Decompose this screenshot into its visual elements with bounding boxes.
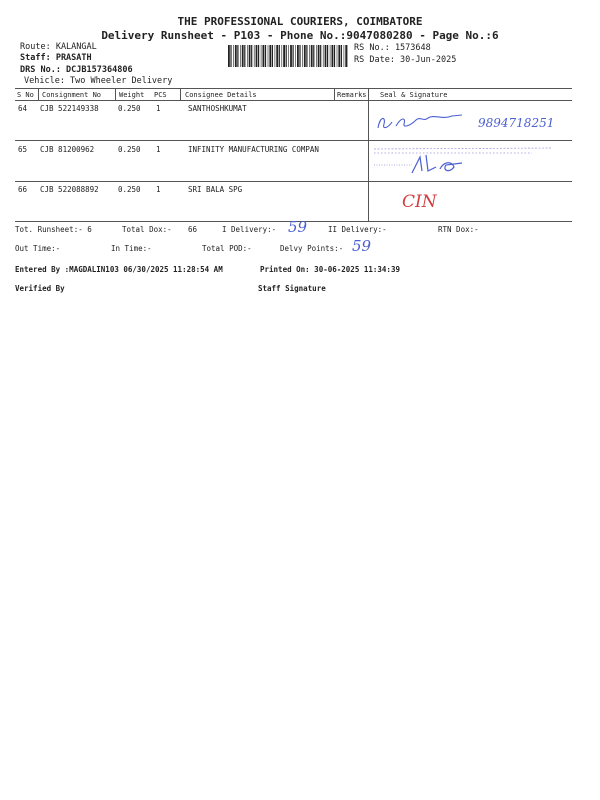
staff-signature: Staff Signature — [258, 284, 326, 293]
col-line-5 — [368, 88, 369, 221]
col-line-2 — [115, 88, 116, 100]
i-delivery-handwritten: 59 — [288, 218, 308, 236]
col-header-consignment: Consignment No — [42, 91, 102, 99]
row-consignment: CJB 81200962 — [40, 145, 95, 154]
company-title: THE PROFESSIONAL COURIERS, COIMBATORE — [177, 15, 423, 28]
table-top-rule — [15, 88, 572, 89]
stamp-signature-row-2 — [372, 143, 572, 179]
row-pcs: 1 — [156, 104, 161, 113]
drs-number: DRS No.: DCJB157364806 — [20, 65, 133, 75]
staff-label: Staff: PRASATH — [20, 53, 92, 63]
i-delivery-label: I Delivery:- — [222, 225, 277, 234]
in-time: In Time:- — [111, 244, 152, 253]
row-pcs: 1 — [156, 185, 161, 194]
row-weight: 0.250 — [118, 104, 141, 113]
delvy-points-handwritten: 59 — [352, 237, 372, 255]
total-dox-label: Total Dox:- — [122, 225, 172, 234]
printed-on: Printed On: 30-06-2025 11:34:39 — [260, 265, 400, 274]
row-sno: 66 — [18, 185, 28, 194]
signature-row-3: CIN — [402, 192, 437, 212]
tot-runsheet: Tot. Runsheet:- 6 — [15, 225, 92, 234]
barcode — [228, 45, 348, 67]
rs-date: RS Date: 30-Jun-2025 — [354, 55, 457, 65]
verified-by: Verified By — [15, 284, 65, 293]
row-consignee: INFINITY MANUFACTURING COMPAN — [188, 145, 319, 154]
route-label: Route: KALANGAL — [20, 42, 97, 52]
col-line-1 — [38, 88, 39, 100]
col-line-3 — [180, 88, 181, 100]
ii-delivery-label: II Delivery:- — [328, 225, 387, 234]
total-pod: Total POD:- — [202, 244, 252, 253]
row-consignment: CJB 522149338 — [40, 104, 99, 113]
entered-by: Entered By :MAGDALIN103 06/30/2025 11:28:54 AM — [15, 265, 223, 274]
col-header-pcs: PCS — [154, 91, 167, 99]
row-consignee: SANTHOSHKUMAT — [188, 104, 247, 113]
col-line-4 — [334, 88, 335, 100]
rs-number: RS No.: 1573648 — [354, 43, 431, 53]
col-header-seal-signature: Seal & Signature — [380, 91, 448, 99]
row-divider-2 — [15, 181, 572, 182]
total-dox-value: 66 — [188, 225, 198, 234]
col-header-consignee: Consignee Details — [185, 91, 257, 99]
col-header-sno: S No — [17, 91, 34, 99]
row-sno: 64 — [18, 104, 28, 113]
rtn-dox-label: RTN Dox:- — [438, 225, 479, 234]
col-header-weight: Weight — [119, 91, 145, 99]
signature-phone-number: 9894718251 — [478, 116, 555, 130]
row-sno: 65 — [18, 145, 28, 154]
vehicle-label: Vehicle: Two Wheeler Delivery — [24, 76, 173, 86]
row-divider-1 — [15, 140, 572, 141]
runsheet-subtitle: Delivery Runsheet - P103 - Phone No.:9047080280 - Page No.:6 — [101, 29, 499, 42]
col-header-remarks: Remarks — [337, 91, 367, 99]
row-consignee: SRI BALA SPG — [188, 185, 243, 194]
out-time: Out Time:- — [15, 244, 61, 253]
table-header-rule — [15, 100, 572, 101]
row-weight: 0.250 — [118, 185, 141, 194]
row-consignment: CJB 522088892 — [40, 185, 99, 194]
delvy-points-label: Delvy Points:- — [280, 244, 344, 253]
row-pcs: 1 — [156, 145, 161, 154]
row-weight: 0.250 — [118, 145, 141, 154]
